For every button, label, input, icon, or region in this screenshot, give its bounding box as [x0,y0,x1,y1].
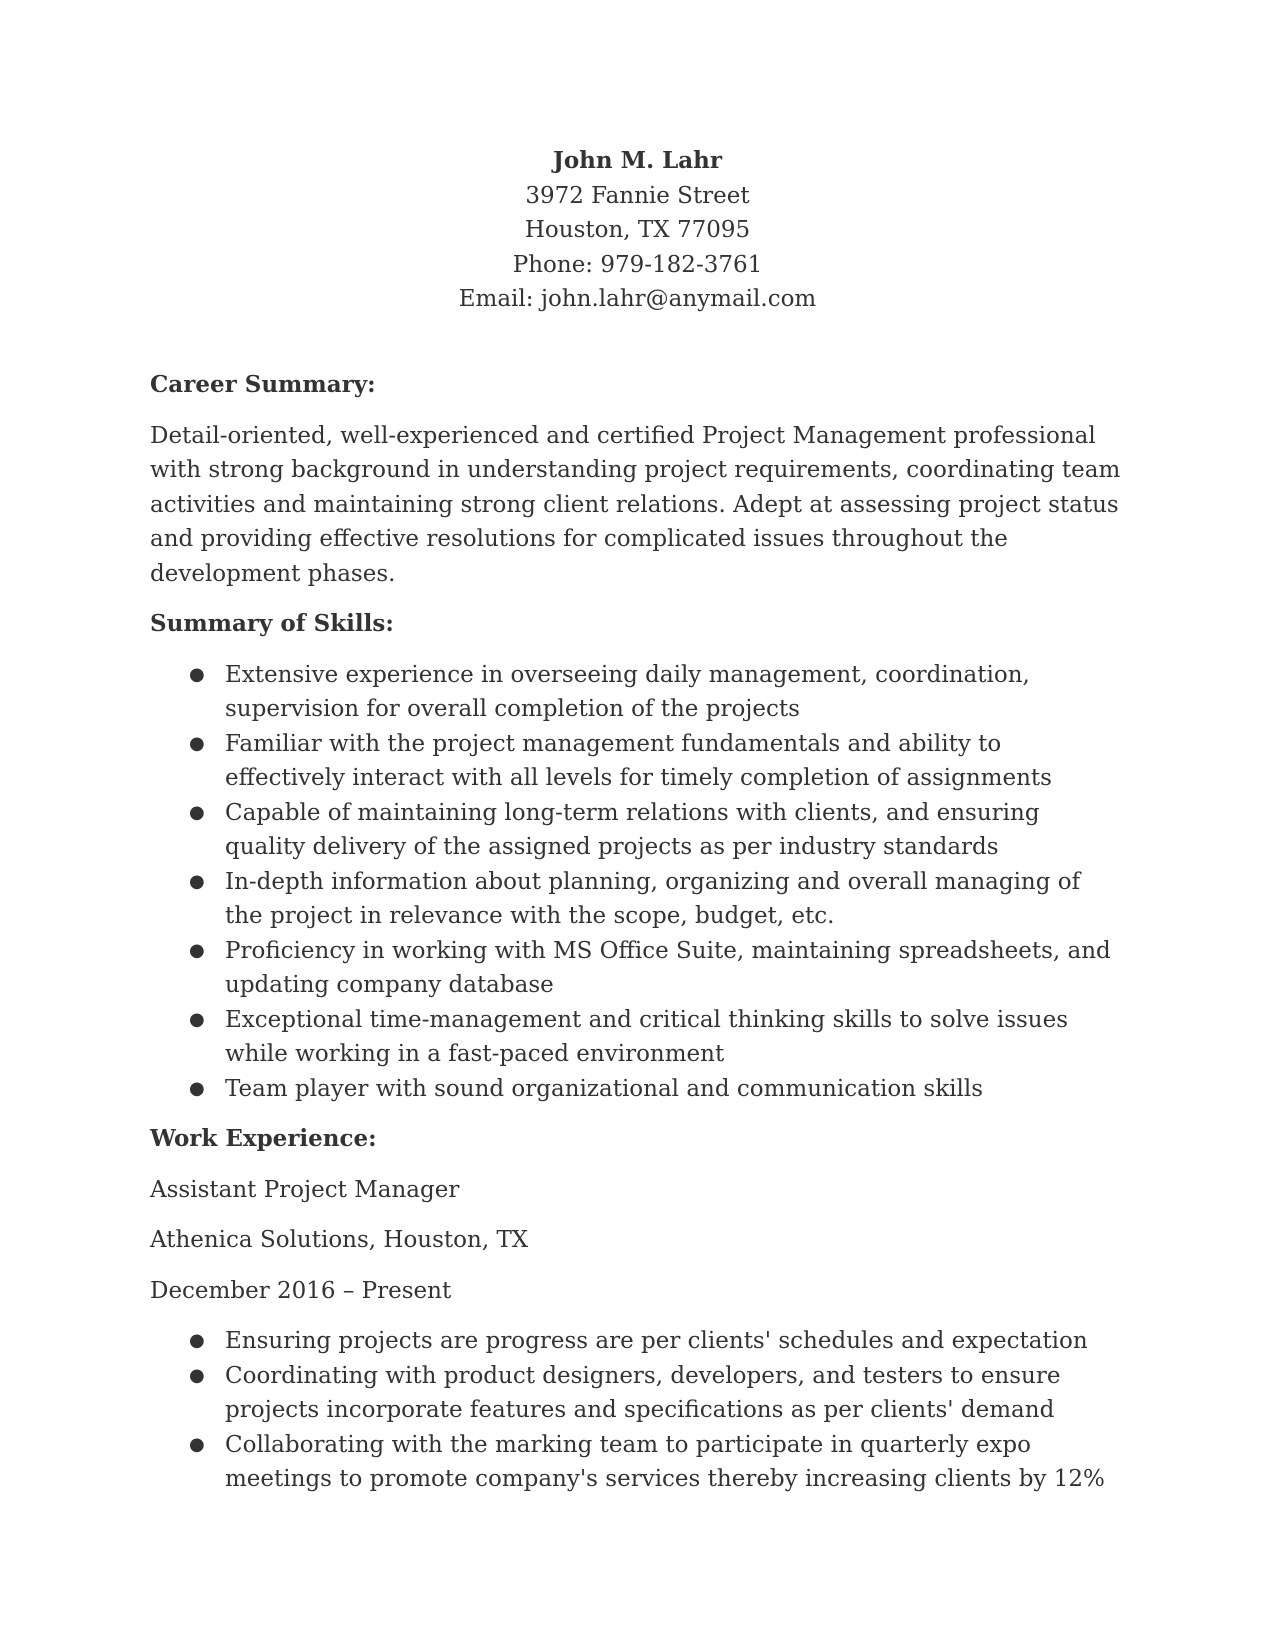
career-summary-text: Detail-oriented, well-experienced and certified Project Management professional with strong background in understanding project requirements, coordinating team activities and maintaining strong client relations. Adept at assessing project status and providing effective resolutions for complicated issues throughout the development phases. [150,422,1121,587]
list-item [150,796,1125,865]
bullet-icon: ● [189,1364,205,1386]
bullet-icon: ● [189,1008,205,1030]
bullet-icon: ● [189,801,205,823]
skill-text: Team player with sound organizational and communication skills [225,1075,984,1102]
contact-header [0,144,1275,317]
bullet-icon: ● [189,939,205,961]
job-title: Assistant Project Manager [150,1176,460,1203]
list-item [150,1324,1125,1359]
street-address: 3972 Fannie Street [525,182,750,209]
bullet-icon: ● [189,1330,205,1351]
skill-text: Proficiency in working with MS Office Suite, maintaining spreadsheets, and updating company database [225,937,1111,998]
city-state-zip: Houston, TX 77095 [524,217,751,243]
company-location: Athenica Solutions, Houston, TX [150,1227,529,1253]
duty-text: Collaborating with the marking team to participate in quarterly expo meetings to promote company's services thereby increasing clients by 12% [225,1431,1105,1492]
career-summary-heading: Career Summary: [150,371,376,398]
skill-text: Familiar with the project management fundamentals and ability to effectively interact with all levels for timely completion of assignments [225,730,1052,791]
bullet-icon: ● [189,732,205,754]
list-item [150,934,1125,1003]
email-address: Email: john.lahr@anymail.com [458,286,817,312]
skills-list [150,658,1125,1107]
skill-text: Extensive experience in overseeing daily management, coordination, supervision for overall completion of the projects [225,661,1030,722]
skills-heading: Summary of Skills: [150,610,394,637]
bullet-icon: ● [189,870,205,892]
phone-number: Phone: 979-182-3761 [512,251,763,278]
work-experience-heading: Work Experience: [150,1125,377,1152]
skill-text: Exceptional time-management and critical thinking skills to solve issues while working in a fast-paced environment [225,1006,1069,1067]
bullet-icon: ● [189,1433,205,1455]
list-item [150,658,1125,727]
list-item [150,1359,1125,1428]
skill-text: Capable of maintaining long-term relations with clients, and ensuring quality delivery of the assigned projects as per industry standards [225,799,1040,860]
list-item [150,1072,1125,1107]
list-item [150,865,1125,934]
work-duties-list [150,1324,1125,1497]
resume-body [150,368,1125,1497]
bullet-icon: ● [189,1077,205,1099]
list-item [150,727,1125,796]
candidate-name: John M. Lahr [552,147,723,174]
employment-dates: December 2016 – Present [150,1277,452,1304]
list-item [150,1003,1125,1072]
bullet-icon: ● [189,663,205,685]
list-item [150,1428,1125,1497]
duty-text: Ensuring projects are progress are per clients' schedules and expectation [225,1328,1088,1354]
skill-text: In-depth information about planning, organizing and overall managing of the project in relevance with the scope, budget, etc. [225,868,1081,929]
duty-text: Coordinating with product designers, developers, and testers to ensure projects incorporate features and specifications as per clients' demand [225,1362,1061,1423]
